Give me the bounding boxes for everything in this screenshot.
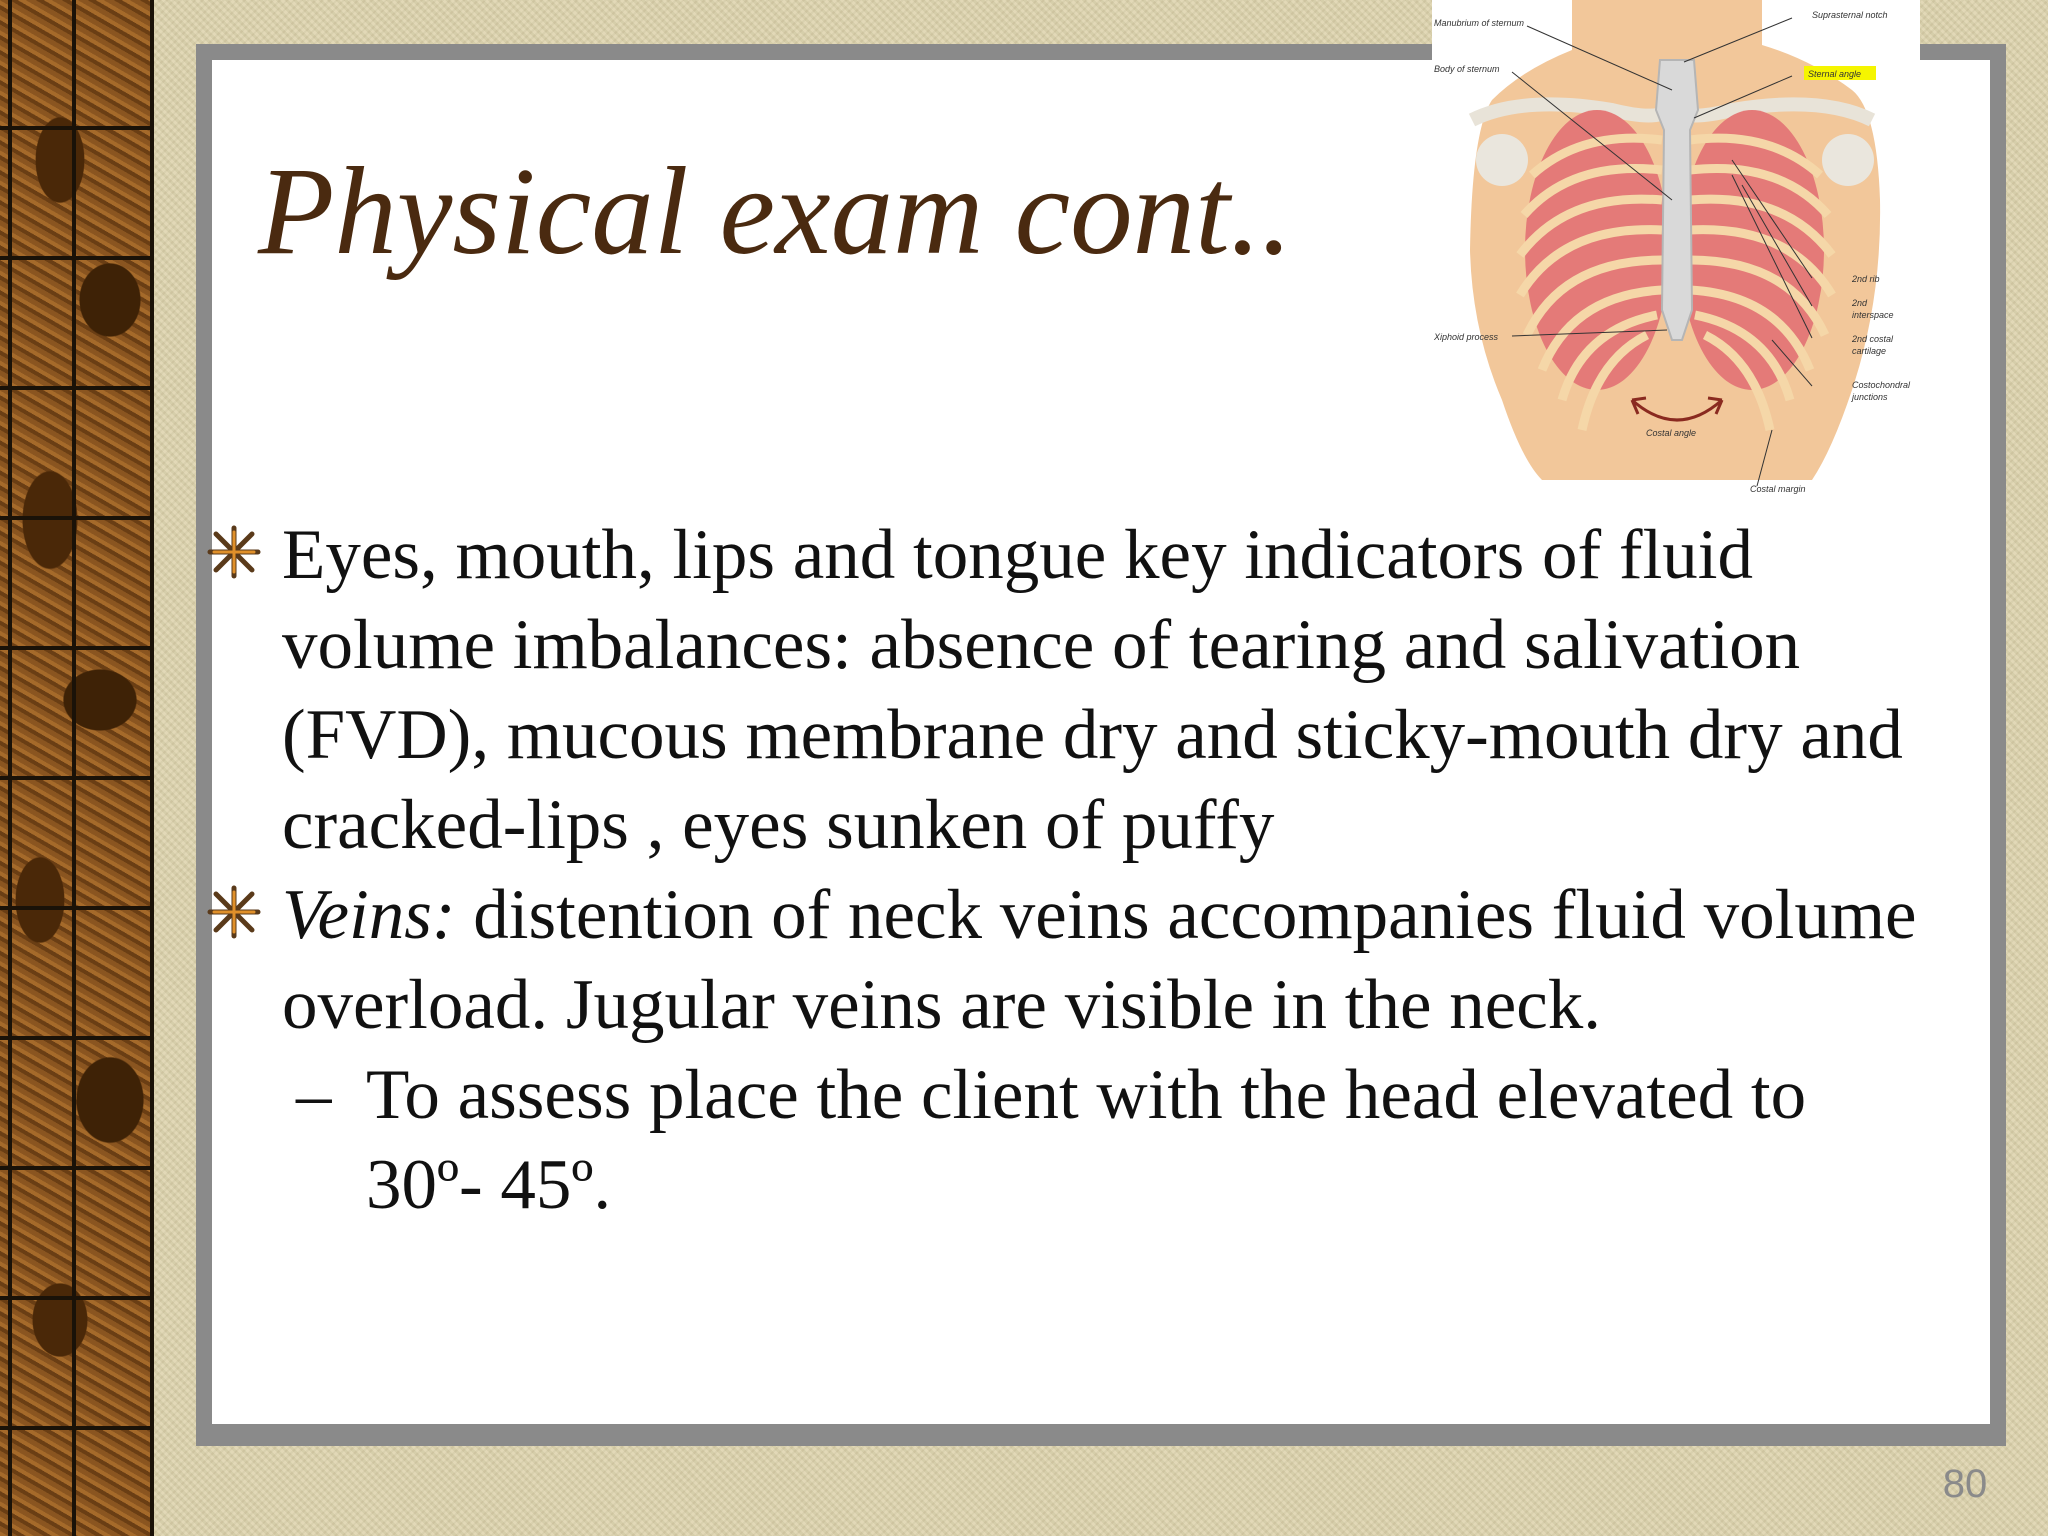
bullet-text-2: distention of neck veins accompanies fluid volume overload. Jugular veins are visible in the neck. — [282, 876, 1917, 1044]
label-sternal-angle: Sternal angle — [1808, 69, 1862, 79]
label-costal-angle: Costal angle — [1646, 428, 1697, 438]
decorative-strip-grid — [0, 0, 150, 1536]
label-xiphoid-process: Xiphoid process — [1434, 332, 1499, 342]
label-2nd-costal: 2nd costal — [1852, 334, 1894, 344]
label-manubrium: Manubrium of sternum — [1434, 18, 1525, 28]
sub-bullet-text: To assess place the client with the head elevated to 30º- 45º. — [366, 1056, 1807, 1224]
label-costal-margin: Costal margin — [1750, 484, 1806, 494]
sub-bullet-item — [206, 1050, 1926, 1230]
bullet-lead-veins: Veins: — [282, 876, 456, 954]
bullet-text-1: Eyes, mouth, lips and tongue key indicators of fluid volume imbalances: absence of tearing and salivation (FVD), mucous membrane dry and sticky-mouth dry and cracked-lips , eyes sunken of puffy — [282, 516, 1903, 864]
label-2nd-interspace: 2nd — [1852, 298, 1868, 308]
slide-body — [206, 510, 1926, 1230]
starburst-bullet-icon — [206, 524, 262, 580]
thorax-anatomy-illustration — [1432, 0, 1920, 500]
slide-title: Physical exam cont.. — [258, 143, 1293, 281]
label-cartilage: cartilage — [1852, 346, 1887, 356]
starburst-bullet-icon — [206, 884, 262, 940]
bullet-item — [206, 870, 1926, 1050]
label-costochondral: Costochondral — [1852, 380, 1911, 390]
label-interspace: interspace — [1852, 310, 1894, 320]
label-2nd-rib: 2nd rib — [1852, 274, 1880, 284]
bullet-item — [206, 510, 1926, 870]
label-junctions: junctions — [1852, 392, 1888, 402]
label-suprasternal-notch: Suprasternal notch — [1812, 10, 1888, 20]
dash-bullet-icon: – — [296, 1056, 332, 1134]
label-body-of-sternum: Body of sternum — [1434, 64, 1500, 74]
page-number: 80 — [1942, 1462, 1988, 1506]
